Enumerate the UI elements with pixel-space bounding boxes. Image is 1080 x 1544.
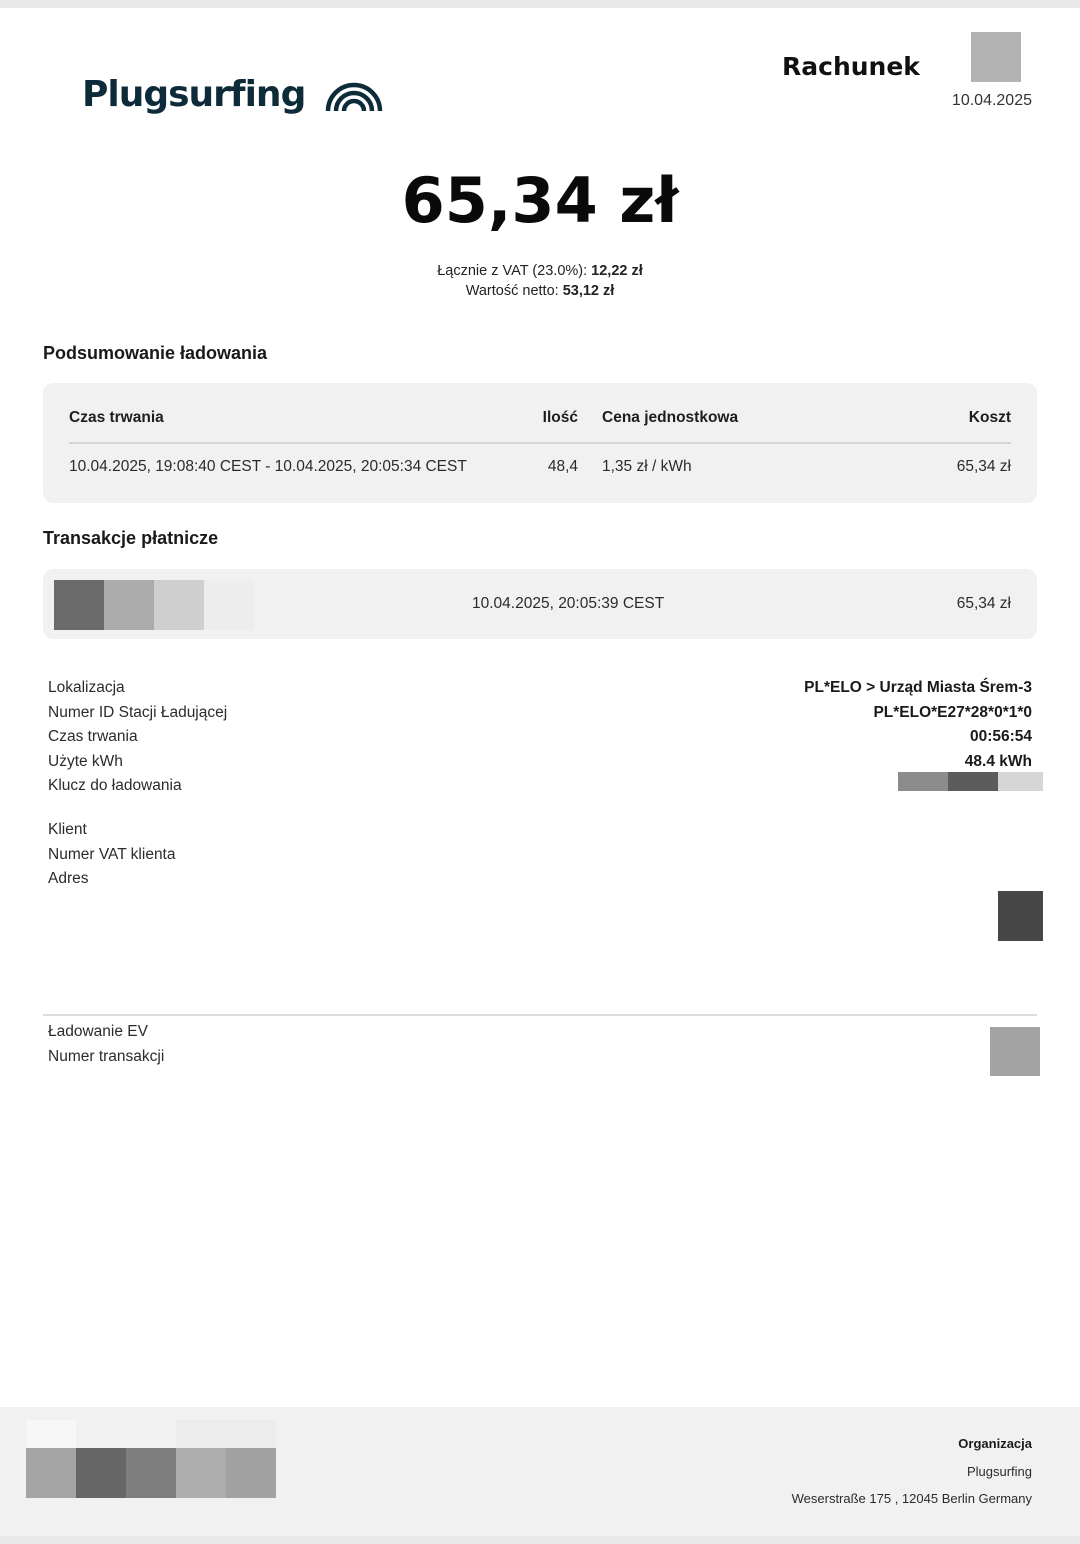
footer-company: Plugsurfing [966,1464,1032,1479]
document-title: Rachunek [782,52,920,81]
document-date: 10.04.2025 [951,92,1032,109]
client-label: Klient [48,821,87,838]
transaction-type-label: Ładowanie EV [48,1023,148,1040]
footer [0,1407,1080,1536]
cell-quantity: 48,4 [547,458,578,475]
redacted-footer-image [26,1420,276,1498]
redacted-transaction-number [990,1027,1040,1076]
header-quantity: Ilość [542,409,578,426]
net-line [0,281,1080,301]
footer-address: Weserstraße 175 , 12045 Berlin Germany [791,1491,1032,1506]
payment-amount: 65,34 zł [956,595,1011,612]
client-vat-label: Numer VAT klienta [48,845,176,863]
brand-name: Plugsurfing [82,74,306,115]
brand-logo [82,74,383,115]
footer-org-title: Organizacja [958,1436,1032,1451]
charging-key-label: Klucz do ładowania [48,777,182,794]
station-id-label: Numer ID Stacji Ładującej [48,703,228,721]
transaction-number-label: Numer transakcji [48,1047,165,1065]
vat-value: 12,22 zł [591,263,643,279]
charging-summary-table [43,383,1037,503]
net-value: 53,12 zł [562,283,615,299]
redacted-image [971,32,1021,82]
station-id-value: PL*ELO*E27*28*0*1*0 [873,703,1032,721]
vat-line [0,261,1080,281]
cell-cost: 65,34 zł [956,458,1011,475]
charging-summary-title: Podsumowanie ładowania [43,343,268,363]
transaction-labels [48,1020,164,1069]
customer-labels [48,818,176,892]
header-duration: Czas trwania [69,409,164,426]
total-amount: 65,34 zł [401,164,679,237]
session-details-values [804,676,1032,774]
section-divider [43,1014,1037,1016]
cell-unit-price: 1,35 zł / kWh [602,458,692,475]
receipt-page [0,8,1080,1536]
table-divider [69,442,1011,444]
header-unit-price: Cena jednostkowa [602,409,739,426]
rainbow-logo-icon [325,78,383,112]
kwh-value: 48.4 kWh [964,752,1032,770]
payments-title: Transakcje płatnicze [43,528,219,548]
location-value: PL*ELO > Urząd Miasta Śrem-3 [804,679,1032,696]
duration-label: Czas trwania [48,728,138,745]
tax-summary [0,261,1080,301]
payment-date: 10.04.2025, 20:05:39 CEST [472,595,665,612]
payment-row [43,569,1037,639]
redacted-payment-method [54,580,254,630]
redacted-customer-info [998,891,1043,941]
location-label: Lokalizacja [48,679,125,696]
cell-duration: 10.04.2025, 19:08:40 CEST - 10.04.2025, 20:05:34 CEST [69,458,467,475]
kwh-label: Użyte kWh [48,752,123,770]
redacted-charging-key [898,772,1043,791]
net-label: Wartość netto: [465,283,563,299]
header-cost: Koszt [968,409,1011,426]
vat-label: Łącznie z VAT (23.0%): [437,263,592,279]
session-details-labels [48,676,227,799]
duration-value: 00:56:54 [969,728,1032,745]
address-label: Adres [48,870,89,887]
